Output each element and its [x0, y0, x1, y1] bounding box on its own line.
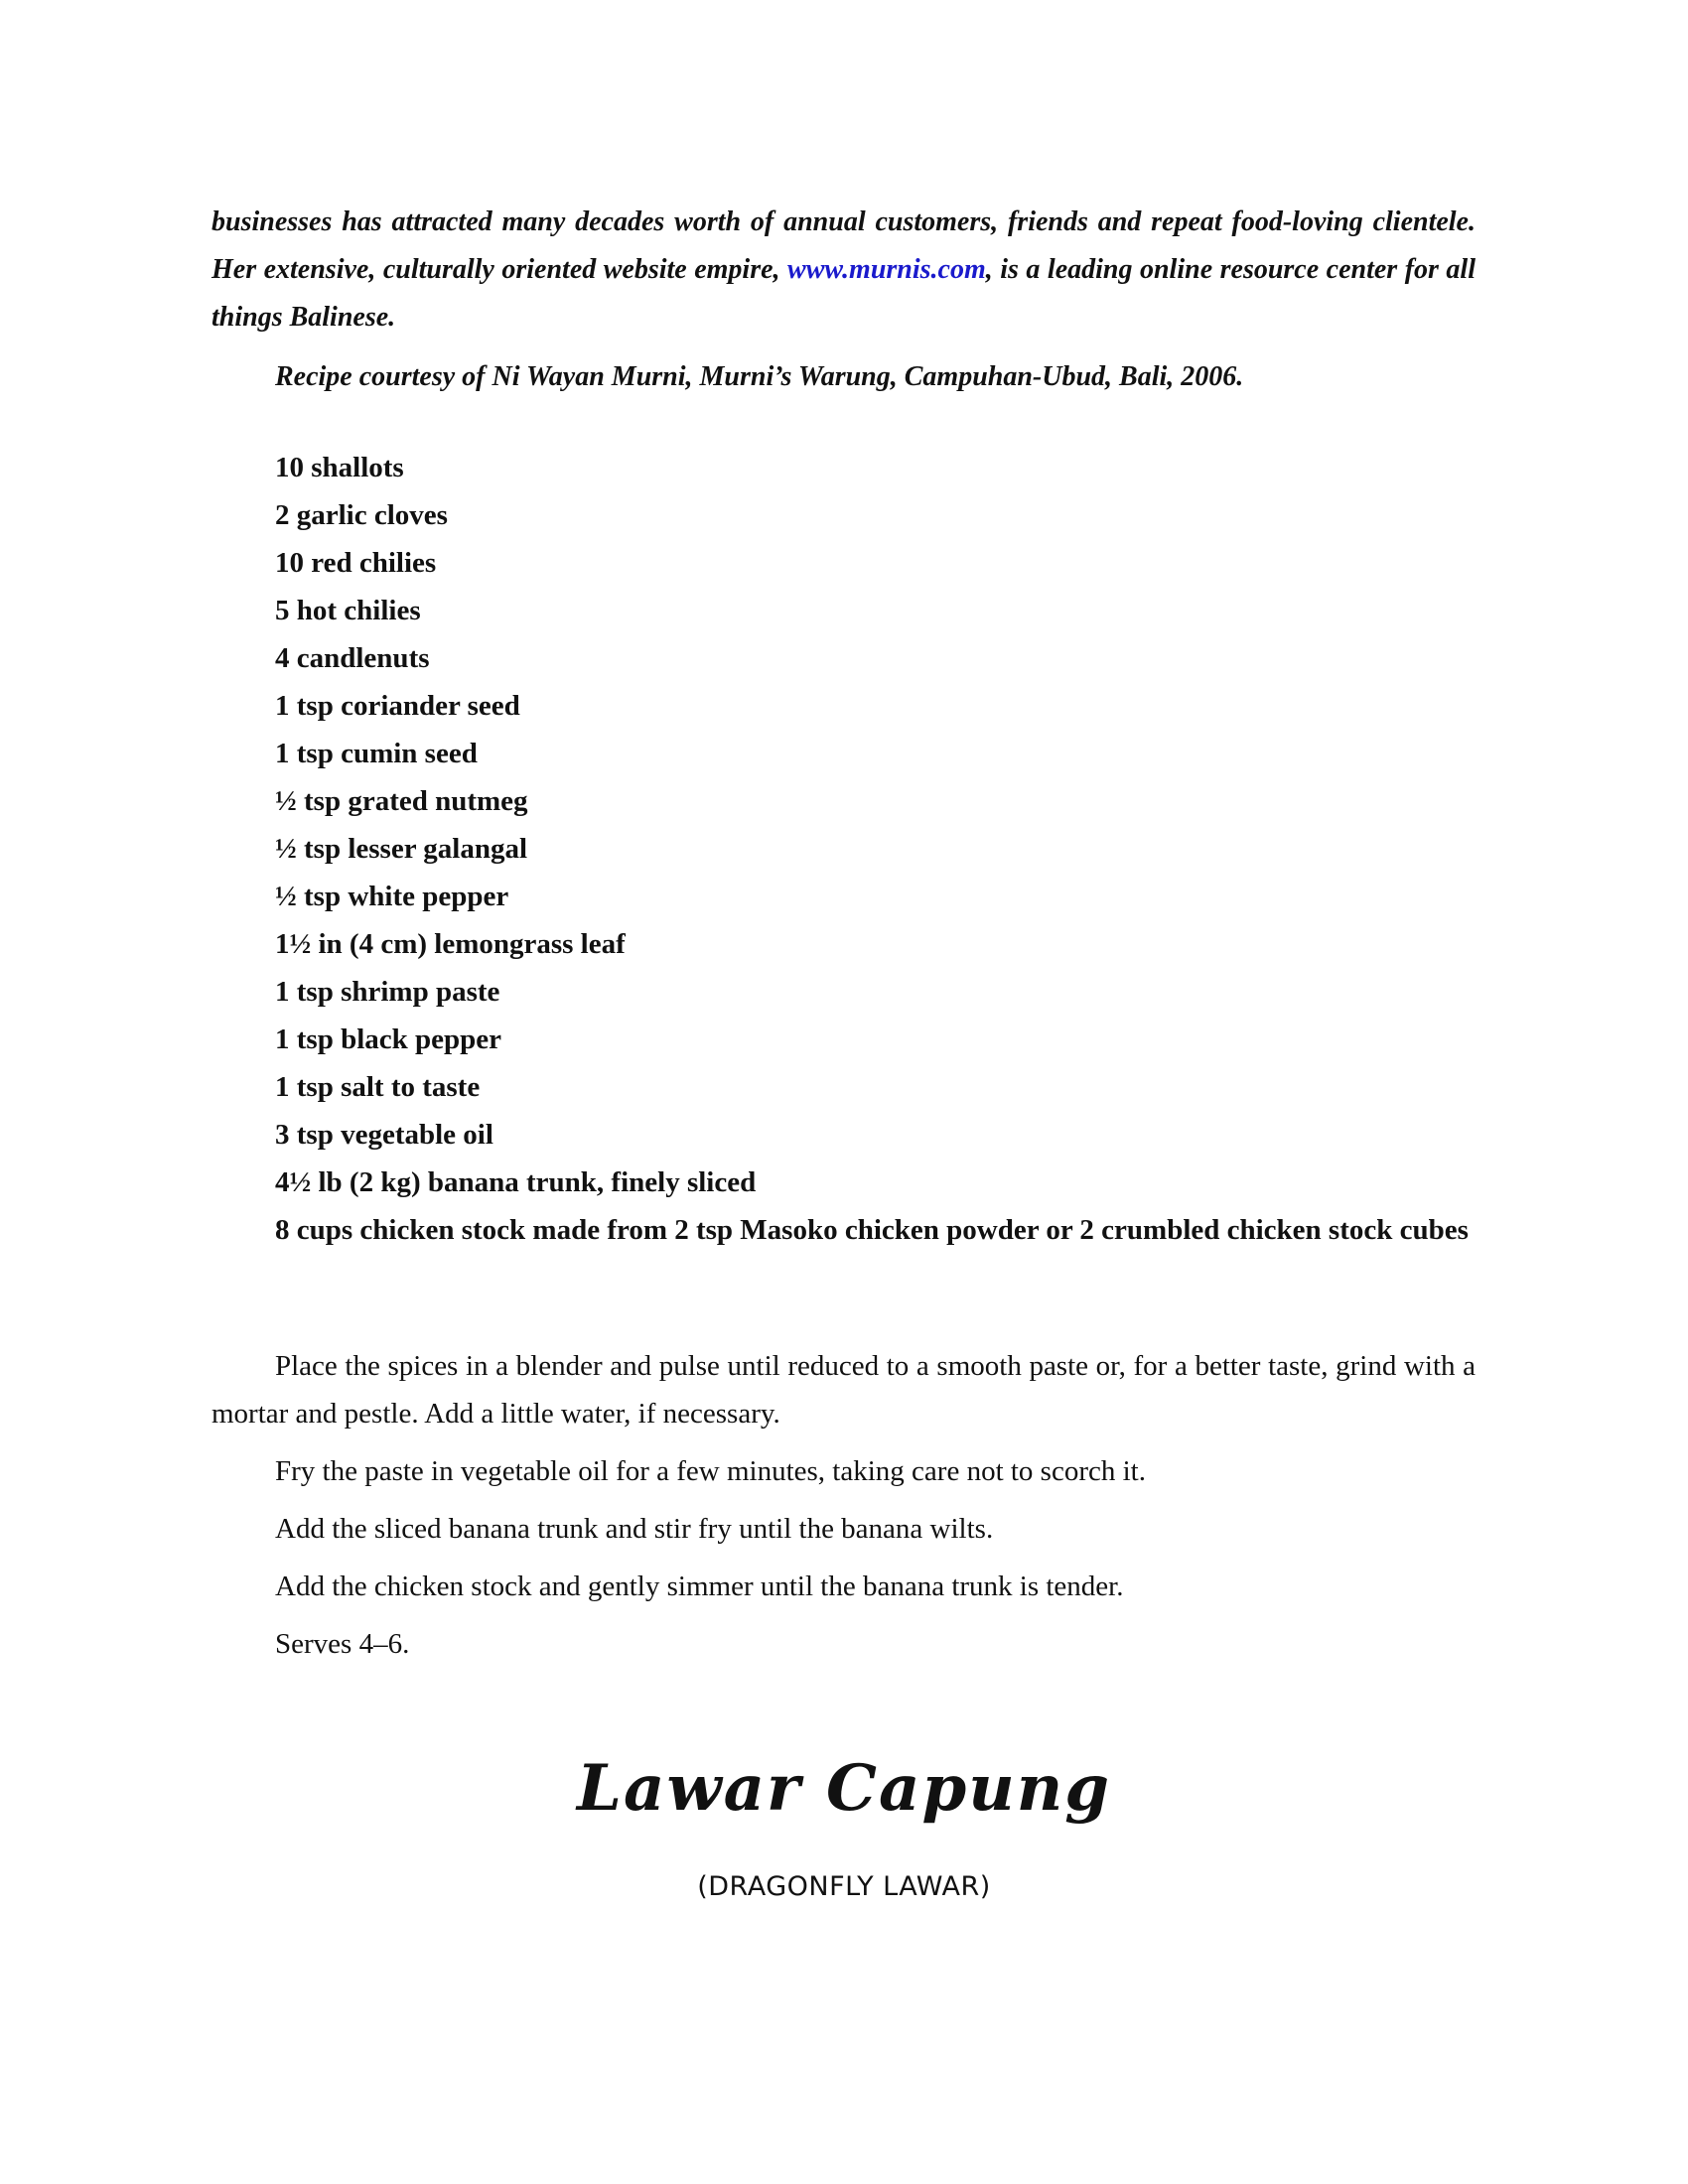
recipe-subtitle: (DRAGONFLY LAWAR): [697, 1871, 991, 1902]
servings-note: Serves 4–6.: [275, 1628, 410, 1660]
ingredient-item: 1 tsp shrimp paste: [275, 976, 500, 1008]
ingredient-item: 5 hot chilies: [275, 595, 421, 626]
ingredient-item: 8 cups chicken stock made from 2 tsp Masoko chicken powder or 2 crumbled chicken stock cubes: [275, 1214, 1469, 1246]
intro-text-start: businesses has attracted many decades worth of annual customers, friends and repeat food-loving clientele. Her extensive, culturally oriented website empire,: [211, 206, 1476, 285]
method-step: Place the spices in a blender and pulse until reduced to a smooth paste or, for a better taste, grind with a mortar and pestle. Add a little water, if necessary.: [211, 1350, 1476, 1430]
murnis-website-link[interactable]: www.murnis.com: [787, 254, 986, 285]
ingredient-item: 1 tsp salt to taste: [275, 1071, 481, 1103]
ingredient-item: 1 tsp cumin seed: [275, 738, 478, 769]
intro-text-end: , is a leading online resource center for all things Balinese.: [211, 254, 1476, 333]
recipe-credit: Recipe courtesy of Ni Wayan Murni, Murni’s Warung, Campuhan-Ubud, Bali, 2006.: [275, 361, 1244, 392]
ingredient-item: ½ tsp lesser galangal: [275, 833, 528, 865]
method-step: Add the chicken stock and gently simmer until the banana trunk is tender.: [275, 1570, 1124, 1602]
ingredient-item: 4½ lb (2 kg) banana trunk, finely sliced: [275, 1166, 757, 1198]
ingredient-item: 4 candlenuts: [275, 642, 430, 674]
ingredient-item: 1½ in (4 cm) lemongrass leaf: [275, 928, 626, 960]
ingredient-item: ½ tsp white pepper: [275, 881, 509, 912]
ingredient-list: [275, 444, 1476, 1254]
ingredient-item: 3 tsp vegetable oil: [275, 1119, 493, 1151]
ingredient-item: ½ tsp grated nutmeg: [275, 785, 528, 817]
ingredient-item: 10 shallots: [275, 452, 404, 483]
method-step: Fry the paste in vegetable oil for a few minutes, taking care not to scorch it.: [275, 1455, 1146, 1487]
ingredient-item: 10 red chilies: [275, 547, 437, 579]
ingredient-item: 2 garlic cloves: [275, 499, 448, 531]
ingredient-item: 1 tsp black pepper: [275, 1024, 502, 1055]
ingredient-item: 1 tsp coriander seed: [275, 690, 520, 722]
method-section: [211, 1342, 1476, 1678]
recipe-title: Lawar Capung: [577, 1751, 1111, 1826]
intro-paragraph: [211, 199, 1476, 341]
method-step: Add the sliced banana trunk and stir fry until the banana wilts.: [275, 1513, 994, 1545]
